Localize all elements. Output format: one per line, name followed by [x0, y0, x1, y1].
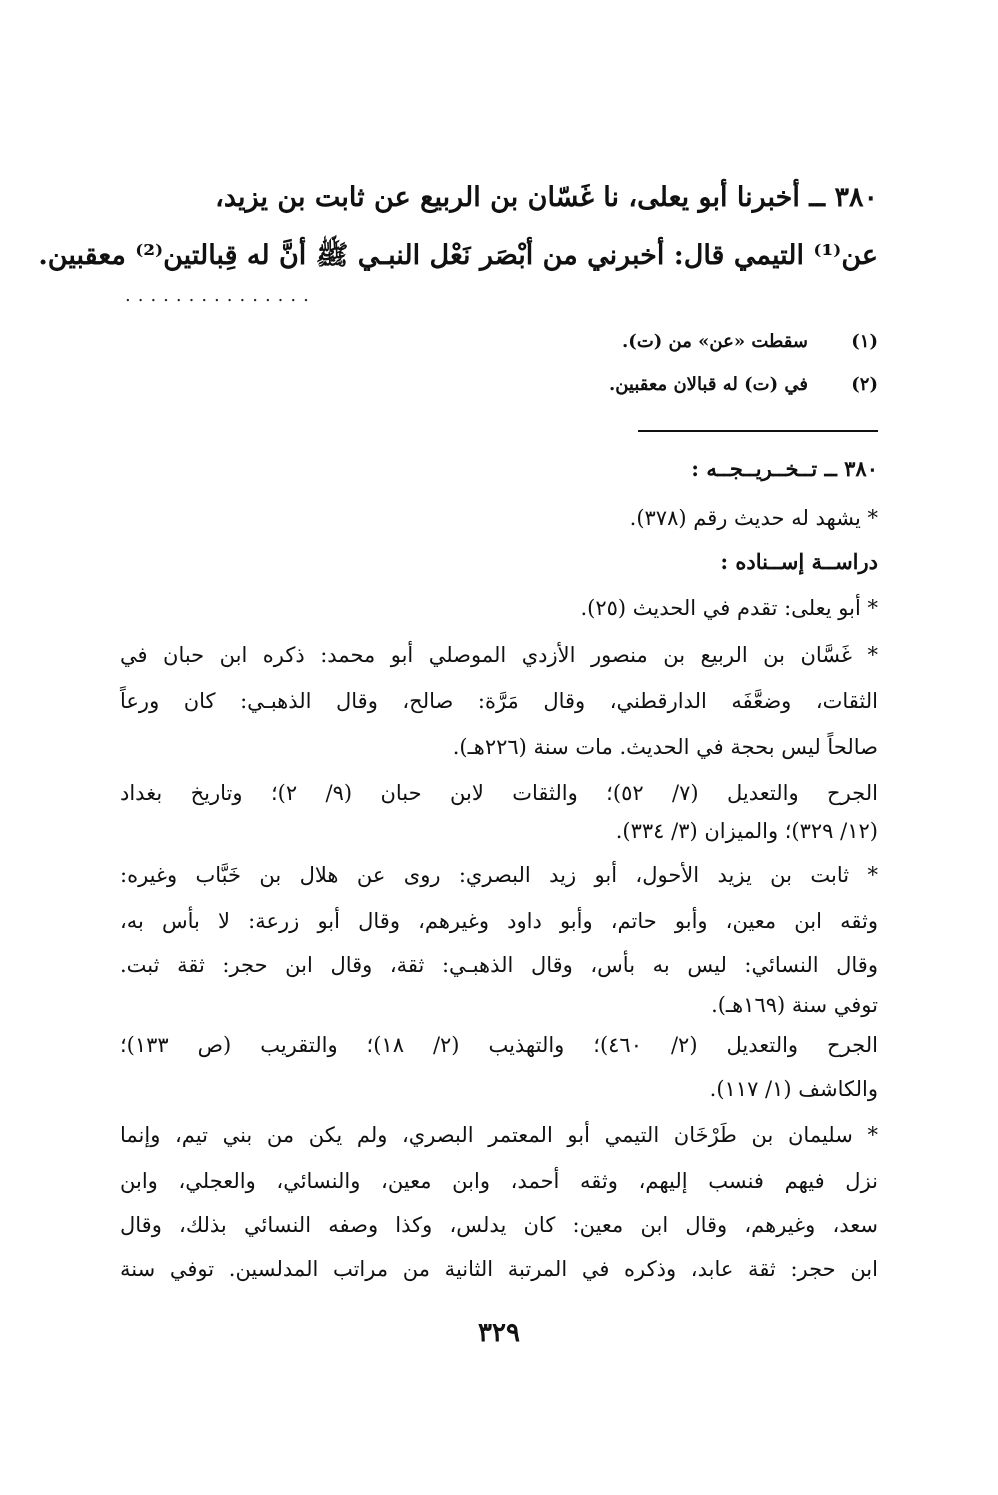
subheading: دراســة إســناده : — [720, 549, 878, 574]
commentary-line: توفي سنة (١٦٩هـ). — [711, 993, 878, 1017]
commentary-line: ابن حجر: ثقة عابد، وذكره في المرتبة الثانية من مراتب المدلسين. توفي سنة — [120, 1257, 878, 1281]
separator-dots: ............... — [125, 285, 316, 306]
commentary-line: سعد، وغيرهم، وقال ابن معين: كان يدلس، وكذا وصفه النسائي بذلك، وقال — [120, 1213, 878, 1237]
commentary-line: وثقه ابن معين، وأبو حاتم، وأبو داود وغيرهم، وقال أبو زرعة: لا بأس به، — [120, 909, 878, 933]
commentary-line: صالحاً ليس بحجة في الحديث. مات سنة (٢٢٦هـ). — [452, 735, 878, 759]
section-heading: ٣٨٠ ــ تــخــريــجــه : — [691, 456, 878, 481]
footnote-number: (١) — [851, 331, 878, 352]
footnote-1 — [178, 327, 878, 357]
commentary-line: * غَسَّان بن الربيع بن منصور الأزدي الموصلي أبو محمد: ذكره ابن حبان في — [120, 643, 878, 667]
footnote-text: سقطت «عن» من (ت). — [622, 331, 808, 352]
commentary-line: الجرح والتعديل (٢/ ٤٦٠)؛ والتهذيب (٢/ ١٨)؛ والتقريب (ص ١٣٣)؛ — [120, 1033, 878, 1057]
hadith-line-2: عن⁽¹⁾ التيمي قال: أخبرني من أبْصَر نَعْل النبـي ﷺ أنَّ له قِبالتين⁽²⁾ معقبين. — [38, 240, 878, 271]
commentary-line: * سليمان بن طَرْخَان التيمي أبو المعتمر البصري، ولم يكن من بني تيم، وإنما — [120, 1123, 878, 1147]
page-number: ٣٢٩ — [478, 1318, 520, 1348]
footnote-text: في (ت) له قبالان معقبين. — [608, 374, 808, 395]
footnote-number: (٢) — [851, 374, 878, 395]
commentary-line: وقال النسائي: ليس به بأس، وقال الذهبـي: ثقة، وقال ابن حجر: ثقة ثبت. — [120, 953, 878, 977]
commentary-line: والكاشف (١/ ١١٧). — [709, 1077, 878, 1101]
commentary-line: الجرح والتعديل (٧/ ٥٢)؛ والثقات لابن حبان (٩/ ٢)؛ وتاريخ بغداد — [120, 781, 878, 805]
footnote-2 — [178, 370, 878, 400]
commentary-line: * ثابت بن يزيد الأحول، أبو زيد البصري: روى عن هلال بن خَبَّاب وغيره: — [120, 863, 878, 887]
commentary-line: * يشهد له حديث رقم (٣٧٨). — [629, 506, 878, 530]
commentary-line: الثقات، وضعَّفَه الدارقطني، وقال مَرَّة: صالح، وقال الذهبـي: كان ورعاً — [120, 689, 878, 713]
footnote-rule — [638, 430, 878, 432]
commentary-line: * أبو يعلى: تقدم في الحديث (٢٥). — [580, 596, 878, 620]
commentary-line: نزل فيهم فنسب إليهم، وثقه أحمد، وابن معين، والنسائي، والعجلي، وابن — [120, 1169, 879, 1193]
hadith-line-1: ٣٨٠ ــ أخبرنا أبو يعلى، نا غَسّان بن الربيع عن ثابت بن يزيد، — [215, 182, 878, 213]
commentary-line: (١٢/ ٣٢٩)؛ والميزان (٣/ ٣٣٤). — [615, 819, 878, 843]
